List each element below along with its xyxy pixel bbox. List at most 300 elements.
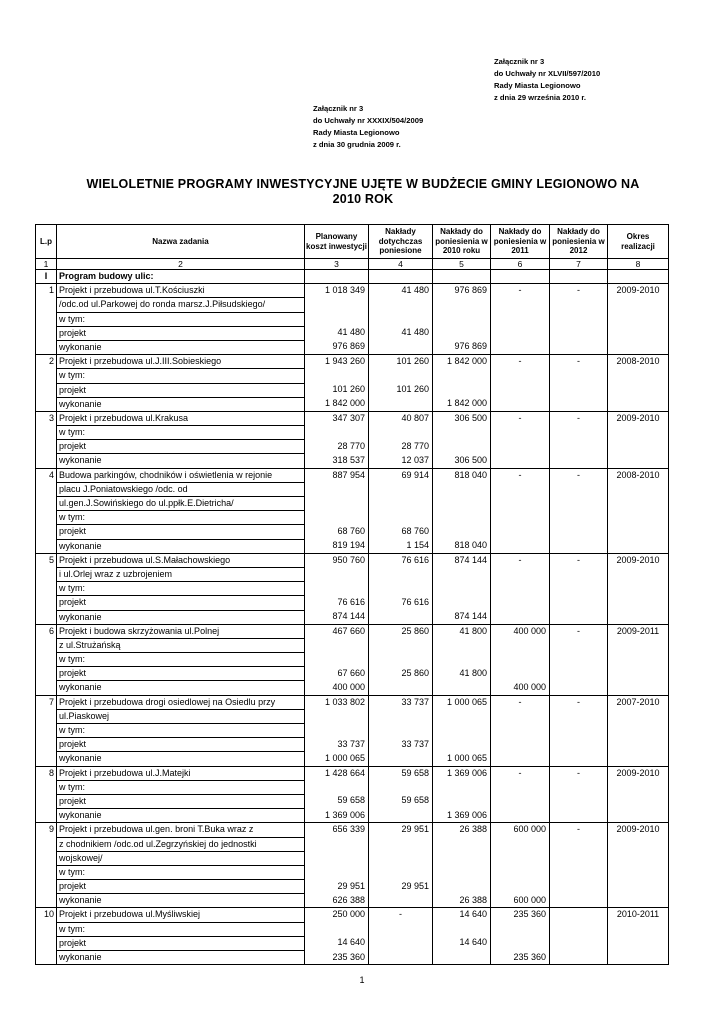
column-number: 3 bbox=[305, 259, 369, 270]
amount-cell bbox=[491, 794, 550, 808]
amount-cell bbox=[550, 326, 608, 340]
amount-cell bbox=[369, 298, 433, 312]
header-line: Rady Miasta Legionowo bbox=[313, 128, 400, 137]
amount-cell: 41 800 bbox=[433, 667, 491, 681]
empty-cell bbox=[36, 369, 57, 383]
amount-cell bbox=[550, 880, 608, 894]
task-name: Projekt i przebudowa ul.T.Kościuszki bbox=[57, 284, 305, 298]
amount-cell bbox=[369, 894, 433, 908]
column-number: 4 bbox=[369, 259, 433, 270]
amount-cell bbox=[491, 809, 550, 823]
empty-cell bbox=[608, 582, 669, 596]
amount-cell bbox=[305, 567, 369, 581]
amount-cell: - bbox=[491, 695, 550, 709]
empty-cell bbox=[608, 312, 669, 326]
task-name: projekt bbox=[57, 794, 305, 808]
empty-cell bbox=[36, 724, 57, 738]
task-name: w tym: bbox=[57, 922, 305, 936]
task-name: placu J.Poniatowskiego /odc. od bbox=[57, 482, 305, 496]
investment-item bbox=[36, 695, 669, 766]
amount-cell: 67 660 bbox=[305, 667, 369, 681]
amount-cell bbox=[433, 865, 491, 879]
empty-cell bbox=[36, 738, 57, 752]
table-row bbox=[36, 312, 669, 326]
table-row bbox=[36, 880, 669, 894]
amount-cell bbox=[305, 780, 369, 794]
table-row bbox=[36, 397, 669, 411]
amount-cell bbox=[369, 397, 433, 411]
amount-cell bbox=[433, 681, 491, 695]
table-row bbox=[36, 738, 669, 752]
empty-cell bbox=[608, 326, 669, 340]
amount-cell bbox=[550, 369, 608, 383]
amount-cell bbox=[305, 638, 369, 652]
table-row bbox=[36, 837, 669, 851]
amount-cell: 101 260 bbox=[369, 355, 433, 369]
amount-cell: 1 033 802 bbox=[305, 695, 369, 709]
amount-cell: 14 640 bbox=[433, 936, 491, 950]
amount-cell bbox=[369, 369, 433, 383]
amount-cell: 29 951 bbox=[369, 880, 433, 894]
amount-cell bbox=[550, 809, 608, 823]
empty-cell bbox=[608, 539, 669, 553]
amount-cell bbox=[369, 312, 433, 326]
amount-cell bbox=[433, 511, 491, 525]
table-row bbox=[36, 369, 669, 383]
empty-cell bbox=[36, 936, 57, 950]
table-row bbox=[36, 497, 669, 511]
column-number: 5 bbox=[433, 259, 491, 270]
amount-cell: 1 000 065 bbox=[433, 695, 491, 709]
amount-cell bbox=[550, 865, 608, 879]
amount-cell bbox=[550, 951, 608, 965]
task-name: w tym: bbox=[57, 582, 305, 596]
amount-cell bbox=[550, 780, 608, 794]
table-row bbox=[36, 695, 669, 709]
investment-item bbox=[36, 411, 669, 468]
amount-cell bbox=[433, 497, 491, 511]
task-name: projekt bbox=[57, 738, 305, 752]
table-row bbox=[36, 951, 669, 965]
empty-cell bbox=[36, 851, 57, 865]
amount-cell bbox=[369, 426, 433, 440]
realization-period: 2007-2010 bbox=[608, 695, 669, 709]
amount-cell bbox=[550, 497, 608, 511]
amount-cell: 28 770 bbox=[369, 440, 433, 454]
realization-period: 2009-2010 bbox=[608, 553, 669, 567]
amount-cell bbox=[550, 340, 608, 354]
amount-cell: - bbox=[491, 553, 550, 567]
empty-cell bbox=[608, 426, 669, 440]
amount-cell bbox=[491, 596, 550, 610]
table-row bbox=[36, 284, 669, 298]
empty-cell bbox=[608, 681, 669, 695]
amount-cell bbox=[433, 951, 491, 965]
table-row bbox=[36, 922, 669, 936]
amount-cell bbox=[305, 426, 369, 440]
table-row bbox=[36, 511, 669, 525]
column-number: 6 bbox=[491, 259, 550, 270]
task-name: projekt bbox=[57, 383, 305, 397]
table-row bbox=[36, 809, 669, 823]
amount-cell bbox=[305, 709, 369, 723]
task-name: wykonanie bbox=[57, 610, 305, 624]
empty-cell bbox=[36, 482, 57, 496]
table-row bbox=[36, 624, 669, 638]
amount-cell bbox=[369, 724, 433, 738]
column-header: Nakłady do poniesienia w 2010 roku bbox=[433, 225, 491, 259]
task-name: projekt bbox=[57, 525, 305, 539]
amount-cell bbox=[369, 681, 433, 695]
table-row bbox=[36, 894, 669, 908]
empty-cell bbox=[608, 610, 669, 624]
amount-cell: - bbox=[550, 695, 608, 709]
amount-cell bbox=[369, 340, 433, 354]
page-title bbox=[40, 177, 686, 207]
item-number: 9 bbox=[36, 823, 57, 837]
amount-cell bbox=[550, 709, 608, 723]
empty-cell bbox=[36, 525, 57, 539]
amount-cell bbox=[369, 610, 433, 624]
empty-cell bbox=[608, 340, 669, 354]
task-name: i ul.Orlej wraz z uzbrojeniem bbox=[57, 567, 305, 581]
amount-cell bbox=[433, 638, 491, 652]
amount-cell: 306 500 bbox=[433, 454, 491, 468]
task-name: projekt bbox=[57, 596, 305, 610]
amount-cell bbox=[305, 312, 369, 326]
amount-cell: 33 737 bbox=[369, 695, 433, 709]
item-number: 1 bbox=[36, 284, 57, 298]
task-name: projekt bbox=[57, 880, 305, 894]
empty-cell bbox=[36, 638, 57, 652]
empty-cell bbox=[608, 809, 669, 823]
empty-cell bbox=[608, 894, 669, 908]
task-name: projekt bbox=[57, 936, 305, 950]
amount-cell: 818 040 bbox=[433, 539, 491, 553]
task-name: Projekt i przebudowa drogi osiedlowej na Osiedlu przy bbox=[57, 695, 305, 709]
amount-cell bbox=[305, 724, 369, 738]
amount-cell bbox=[491, 454, 550, 468]
empty-cell bbox=[608, 596, 669, 610]
item-number: 10 bbox=[36, 908, 57, 922]
task-name: projekt bbox=[57, 326, 305, 340]
column-header: Nakłady do poniesienia w 2012 bbox=[550, 225, 608, 259]
column-header: Nakłady do poniesienia w 2011 bbox=[491, 225, 550, 259]
amount-cell bbox=[433, 298, 491, 312]
amount-cell bbox=[491, 525, 550, 539]
amount-cell: 12 037 bbox=[369, 454, 433, 468]
amount-cell bbox=[491, 936, 550, 950]
amount-cell: 976 869 bbox=[433, 284, 491, 298]
amount-cell: 41 800 bbox=[433, 624, 491, 638]
amount-cell: - bbox=[369, 908, 433, 922]
amount-cell bbox=[491, 752, 550, 766]
amount-cell: 1 369 006 bbox=[433, 809, 491, 823]
investment-item bbox=[36, 908, 669, 965]
amount-cell bbox=[305, 582, 369, 596]
amount-cell: 68 760 bbox=[369, 525, 433, 539]
empty-cell bbox=[491, 270, 550, 284]
amount-cell bbox=[550, 582, 608, 596]
amount-cell bbox=[491, 440, 550, 454]
amount-cell: 29 951 bbox=[369, 823, 433, 837]
amount-cell: - bbox=[550, 766, 608, 780]
amount-cell bbox=[550, 681, 608, 695]
amount-cell: - bbox=[550, 553, 608, 567]
empty-cell bbox=[36, 511, 57, 525]
column-header: Nakłady dotychczas poniesione bbox=[369, 225, 433, 259]
amount-cell bbox=[491, 880, 550, 894]
task-name: w tym: bbox=[57, 369, 305, 383]
section-number: I bbox=[36, 270, 57, 284]
amount-cell bbox=[550, 298, 608, 312]
realization-period: 2008-2010 bbox=[608, 355, 669, 369]
empty-cell bbox=[608, 511, 669, 525]
table-row bbox=[36, 752, 669, 766]
amount-cell: 41 480 bbox=[369, 326, 433, 340]
task-name: Projekt i przebudowa ul.J.Matejki bbox=[57, 766, 305, 780]
amount-cell bbox=[550, 851, 608, 865]
amount-cell: 26 388 bbox=[433, 894, 491, 908]
amount-cell bbox=[433, 724, 491, 738]
amount-cell bbox=[369, 922, 433, 936]
empty-cell bbox=[608, 397, 669, 411]
amount-cell bbox=[433, 709, 491, 723]
empty-cell bbox=[36, 837, 57, 851]
empty-cell bbox=[36, 326, 57, 340]
empty-cell bbox=[36, 780, 57, 794]
amount-cell: 950 760 bbox=[305, 553, 369, 567]
amount-cell bbox=[369, 936, 433, 950]
amount-cell bbox=[433, 851, 491, 865]
empty-cell bbox=[36, 539, 57, 553]
task-name: Projekt i przebudowa ul.S.Małachowskiego bbox=[57, 553, 305, 567]
table-row bbox=[36, 482, 669, 496]
amount-cell bbox=[550, 511, 608, 525]
amount-cell bbox=[433, 525, 491, 539]
amount-cell bbox=[433, 738, 491, 752]
amount-cell bbox=[369, 752, 433, 766]
amount-cell bbox=[369, 709, 433, 723]
item-number: 4 bbox=[36, 468, 57, 482]
header-line: Rady Miasta Legionowo bbox=[494, 81, 581, 90]
amount-cell bbox=[433, 312, 491, 326]
amount-cell bbox=[550, 596, 608, 610]
empty-cell bbox=[608, 865, 669, 879]
table-row bbox=[36, 766, 669, 780]
amount-cell bbox=[305, 511, 369, 525]
empty-cell bbox=[550, 270, 608, 284]
amount-cell: - bbox=[550, 468, 608, 482]
amount-cell bbox=[433, 440, 491, 454]
amount-cell: 306 500 bbox=[433, 411, 491, 425]
page-number: 1 bbox=[359, 975, 365, 985]
amount-cell bbox=[491, 497, 550, 511]
empty-cell bbox=[608, 482, 669, 496]
amount-cell: 25 860 bbox=[369, 667, 433, 681]
realization-period: 2009-2010 bbox=[608, 766, 669, 780]
empty-cell bbox=[608, 567, 669, 581]
amount-cell: 41 480 bbox=[369, 284, 433, 298]
amount-cell bbox=[550, 794, 608, 808]
amount-cell: 26 388 bbox=[433, 823, 491, 837]
amount-cell: 400 000 bbox=[305, 681, 369, 695]
item-number: 5 bbox=[36, 553, 57, 567]
amount-cell bbox=[369, 511, 433, 525]
table-row bbox=[36, 823, 669, 837]
empty-cell bbox=[433, 270, 491, 284]
amount-cell bbox=[491, 738, 550, 752]
amount-cell bbox=[491, 539, 550, 553]
empty-cell bbox=[36, 454, 57, 468]
task-name: wykonanie bbox=[57, 681, 305, 695]
amount-cell bbox=[550, 383, 608, 397]
empty-cell bbox=[36, 397, 57, 411]
empty-cell bbox=[608, 837, 669, 851]
table-row bbox=[36, 638, 669, 652]
amount-cell bbox=[550, 837, 608, 851]
amount-cell: 250 000 bbox=[305, 908, 369, 922]
task-name: projekt bbox=[57, 440, 305, 454]
header-line: Załącznik nr 3 bbox=[494, 57, 545, 66]
amount-cell bbox=[305, 653, 369, 667]
amount-cell bbox=[550, 922, 608, 936]
table-row bbox=[36, 667, 669, 681]
amount-cell bbox=[491, 383, 550, 397]
amount-cell bbox=[491, 582, 550, 596]
empty-cell bbox=[36, 440, 57, 454]
attachment-header-current bbox=[494, 56, 600, 104]
column-header: Okres realizacji bbox=[608, 225, 669, 259]
table-row bbox=[36, 610, 669, 624]
task-name: ul.Piaskowej bbox=[57, 709, 305, 723]
amount-cell bbox=[491, 482, 550, 496]
amount-cell: 1 842 000 bbox=[433, 397, 491, 411]
empty-cell bbox=[36, 681, 57, 695]
amount-cell bbox=[491, 851, 550, 865]
empty-cell bbox=[608, 951, 669, 965]
attachment-header-previous bbox=[313, 103, 423, 151]
empty-cell bbox=[36, 894, 57, 908]
amount-cell bbox=[491, 610, 550, 624]
amount-cell: 101 260 bbox=[305, 383, 369, 397]
amount-cell: - bbox=[550, 355, 608, 369]
realization-period: 2010-2011 bbox=[608, 908, 669, 922]
table-row bbox=[36, 567, 669, 581]
empty-cell bbox=[608, 454, 669, 468]
amount-cell bbox=[433, 780, 491, 794]
amount-cell: 1 154 bbox=[369, 539, 433, 553]
column-number: 8 bbox=[608, 259, 669, 270]
amount-cell bbox=[491, 312, 550, 326]
investment-table bbox=[35, 224, 669, 965]
investment-item bbox=[36, 553, 669, 624]
table-row bbox=[36, 383, 669, 397]
task-name: z ul.Strużańską bbox=[57, 638, 305, 652]
empty-cell bbox=[36, 426, 57, 440]
empty-cell bbox=[36, 596, 57, 610]
section-name: Program budowy ulic: bbox=[57, 270, 305, 284]
realization-period: 2009-2010 bbox=[608, 284, 669, 298]
amount-cell bbox=[550, 440, 608, 454]
investment-item bbox=[36, 284, 669, 355]
amount-cell bbox=[550, 653, 608, 667]
amount-cell: 400 000 bbox=[491, 624, 550, 638]
amount-cell bbox=[433, 383, 491, 397]
table-row bbox=[36, 298, 669, 312]
amount-cell bbox=[491, 298, 550, 312]
amount-cell: 626 388 bbox=[305, 894, 369, 908]
amount-cell bbox=[369, 780, 433, 794]
amount-cell: 1 369 006 bbox=[433, 766, 491, 780]
amount-cell bbox=[433, 794, 491, 808]
amount-cell bbox=[369, 809, 433, 823]
amount-cell: - bbox=[550, 823, 608, 837]
amount-cell bbox=[550, 567, 608, 581]
task-name: wykonanie bbox=[57, 454, 305, 468]
amount-cell: 14 640 bbox=[433, 908, 491, 922]
empty-cell bbox=[36, 610, 57, 624]
amount-cell: 235 360 bbox=[305, 951, 369, 965]
empty-cell bbox=[608, 298, 669, 312]
amount-cell: 887 954 bbox=[305, 468, 369, 482]
table-row bbox=[36, 326, 669, 340]
amount-cell: 33 737 bbox=[369, 738, 433, 752]
amount-cell bbox=[305, 298, 369, 312]
task-name: Projekt i przebudowa ul.J.III.Sobieskiego bbox=[57, 355, 305, 369]
table-row bbox=[36, 454, 669, 468]
amount-cell: 874 144 bbox=[305, 610, 369, 624]
amount-cell bbox=[369, 865, 433, 879]
amount-cell: 467 660 bbox=[305, 624, 369, 638]
amount-cell: 400 000 bbox=[491, 681, 550, 695]
table-row bbox=[36, 582, 669, 596]
column-header: Planowany koszt inwestycji bbox=[305, 225, 369, 259]
amount-cell: 28 770 bbox=[305, 440, 369, 454]
amount-cell bbox=[433, 426, 491, 440]
amount-cell bbox=[433, 596, 491, 610]
amount-cell: - bbox=[491, 468, 550, 482]
item-number: 6 bbox=[36, 624, 57, 638]
column-header: L.p bbox=[36, 225, 57, 259]
amount-cell bbox=[369, 582, 433, 596]
amount-cell bbox=[550, 738, 608, 752]
amount-cell bbox=[491, 567, 550, 581]
empty-cell bbox=[608, 709, 669, 723]
amount-cell: - bbox=[550, 624, 608, 638]
amount-cell: 656 339 bbox=[305, 823, 369, 837]
task-name: wykonanie bbox=[57, 809, 305, 823]
amount-cell bbox=[491, 653, 550, 667]
investment-item bbox=[36, 766, 669, 823]
amount-cell bbox=[305, 851, 369, 865]
amount-cell: 976 869 bbox=[305, 340, 369, 354]
empty-cell bbox=[608, 752, 669, 766]
amount-cell: 318 537 bbox=[305, 454, 369, 468]
realization-period: 2009-2011 bbox=[608, 624, 669, 638]
table-row bbox=[36, 908, 669, 922]
empty-cell bbox=[36, 312, 57, 326]
amount-cell bbox=[491, 638, 550, 652]
amount-cell: 1 369 006 bbox=[305, 809, 369, 823]
task-name: Projekt i budowa skrzyżowania ul.Polnej bbox=[57, 624, 305, 638]
amount-cell: - bbox=[550, 284, 608, 298]
empty-cell bbox=[36, 667, 57, 681]
empty-cell bbox=[608, 794, 669, 808]
amount-cell: 600 000 bbox=[491, 823, 550, 837]
amount-cell bbox=[491, 667, 550, 681]
amount-cell: 14 640 bbox=[305, 936, 369, 950]
